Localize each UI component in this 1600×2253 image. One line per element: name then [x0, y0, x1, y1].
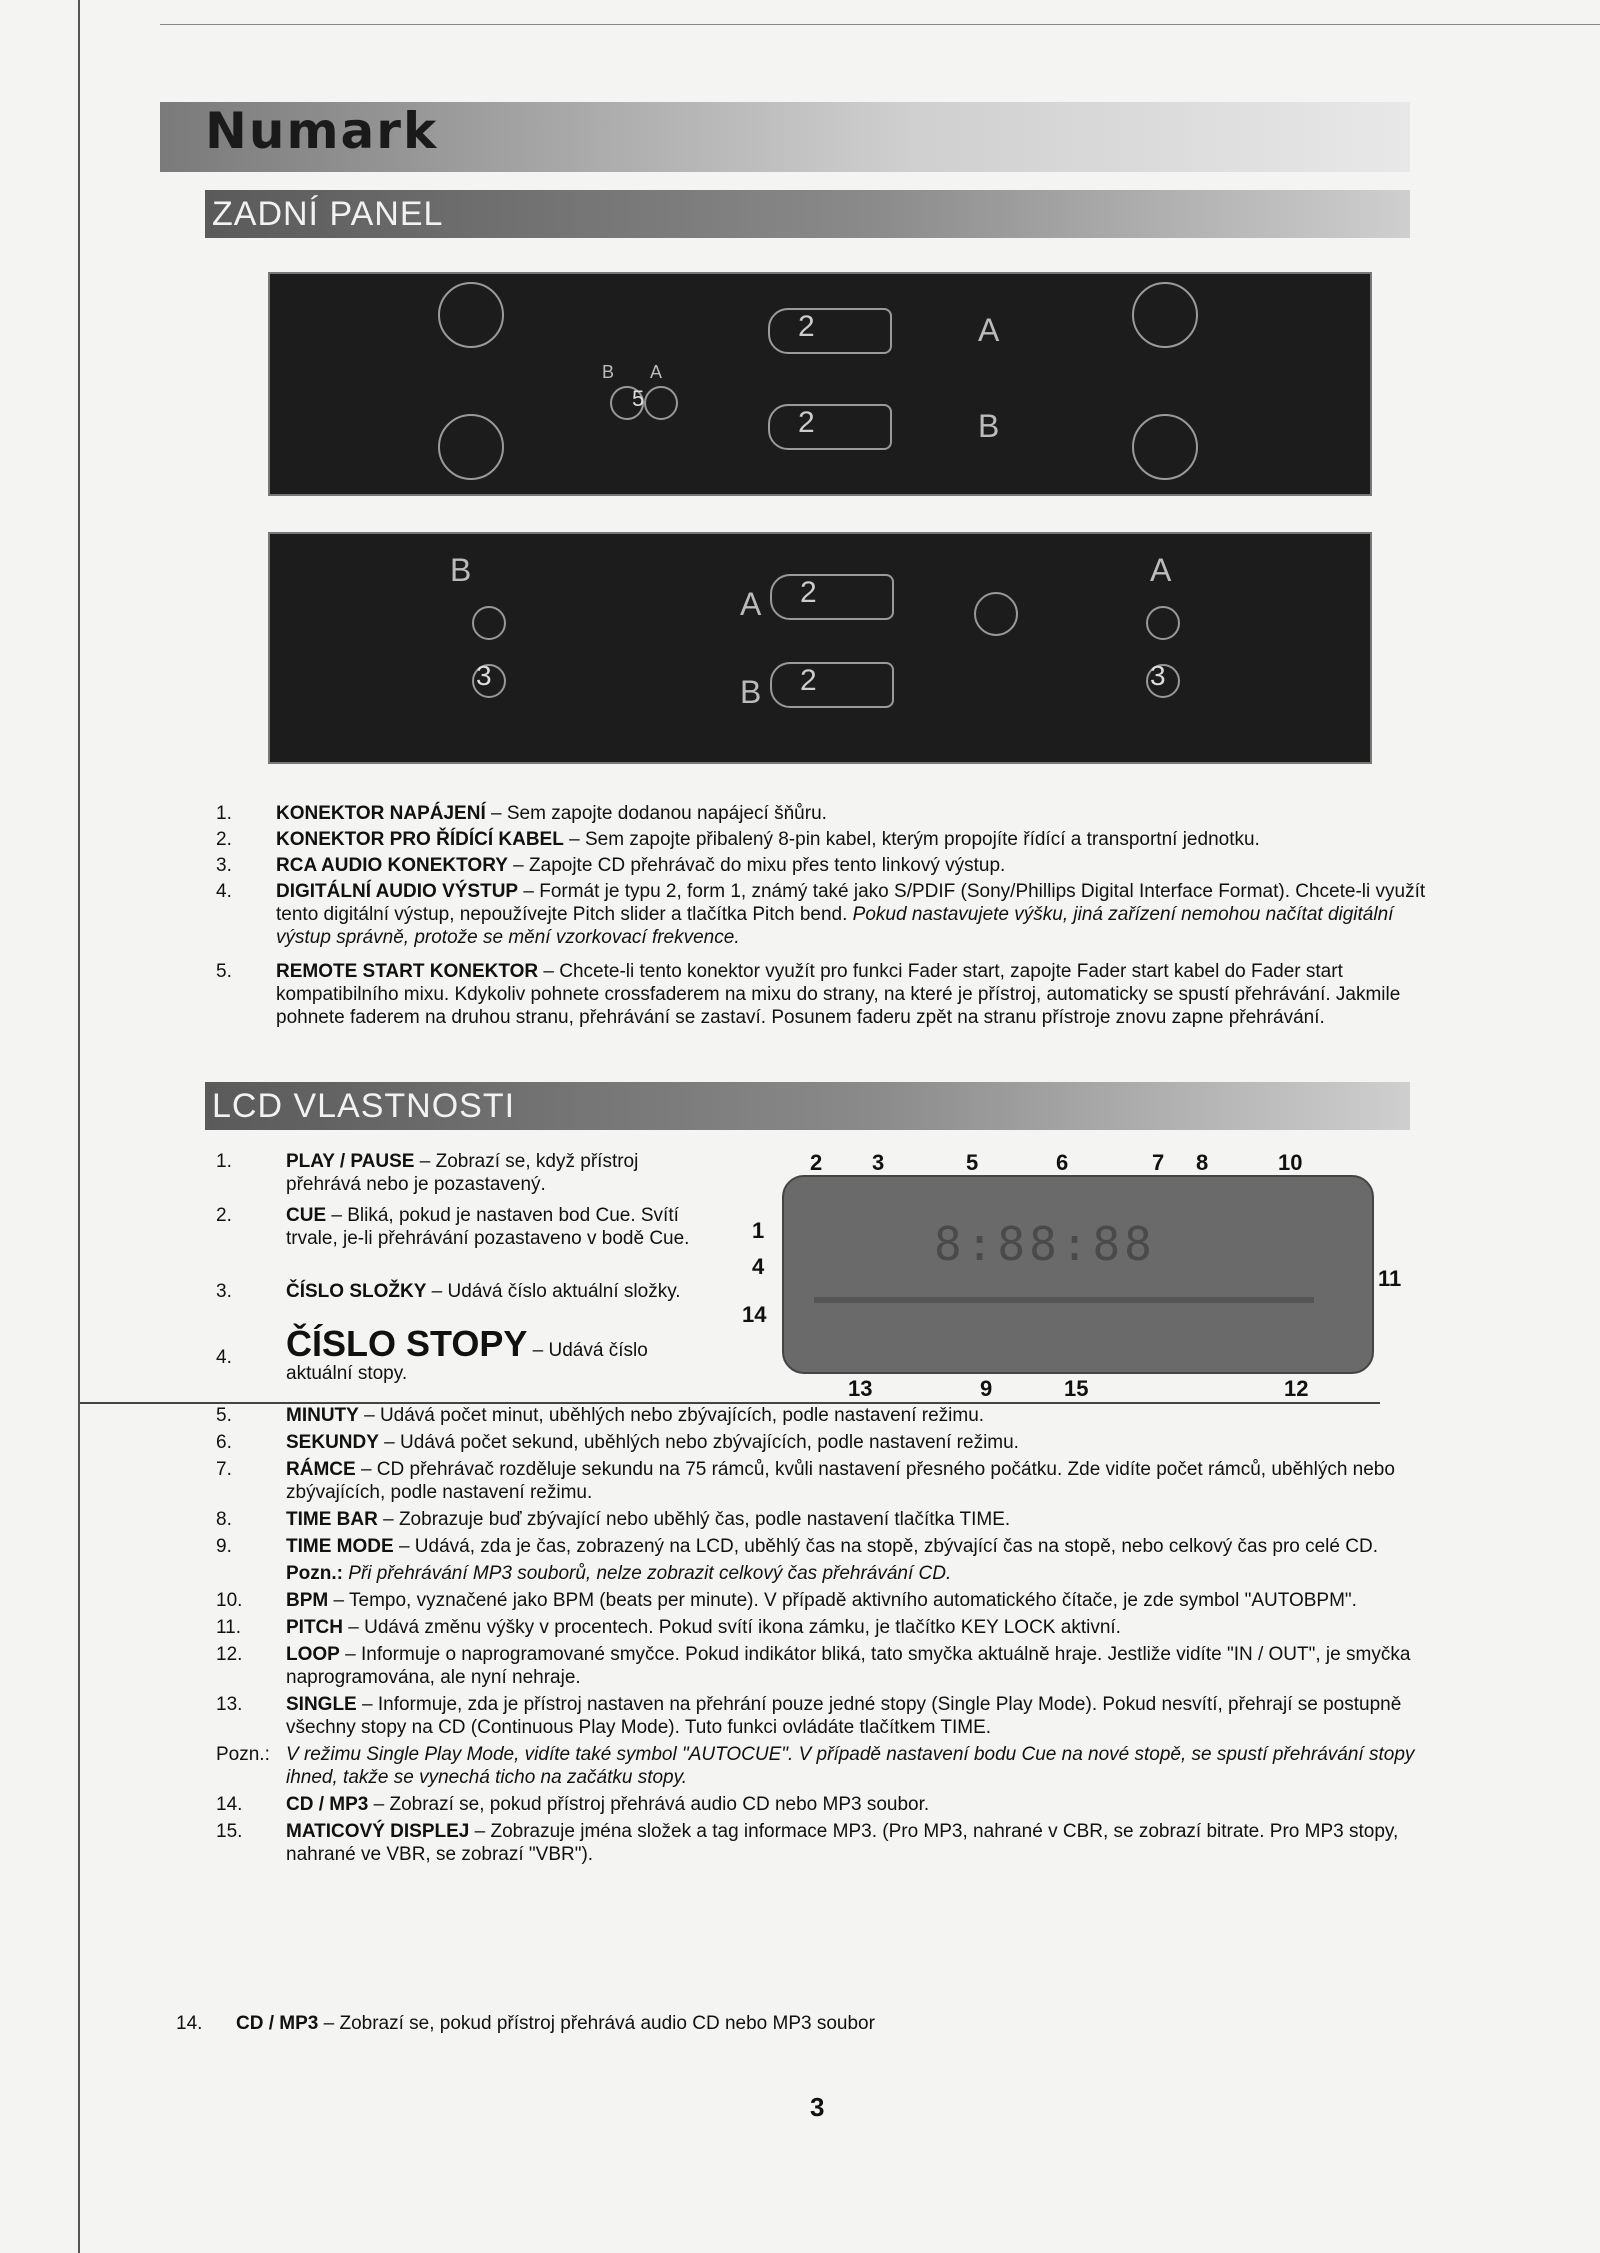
lcd-list-item-text: LOOP – Informuje o naprogramované smyčce. Pokud indikátor bliká, tato smyčka aktuálně hraje. Jestliže vidíte "IN / OUT", je smyčka naprogramována, ale nyní nehraje. — [286, 1644, 1411, 1688]
lcd-list-item — [216, 1693, 1426, 1739]
rear-item-2-number: 2. — [216, 829, 232, 850]
connector-b-label: B — [978, 408, 1000, 444]
lcd-list-item-text: RÁMCE – CD přehrávač rozděluje sekundu na 75 rámců, kvůli nastavení přesného počátku. Zde vidíte počet rámců, uběhlých nebo zbývajících, podle nastavení režimu. — [286, 1459, 1395, 1503]
lcd-list-item-text: SINGLE – Informuje, zda je přístroj nastaven na přehrání pouze jedné stopy (Single Play Mode). Pokud nesvítí, přehrají se postupně všechny stopy na CD (Continuous Play Mode). Tuto funkci ovládáte tlačítkem TIME. — [286, 1694, 1402, 1738]
lcd-item-4: ČÍSLO STOPY – Udává číslo aktuální stopy. — [286, 1323, 648, 1384]
lcd-item-1: PLAY / PAUSE – Zobrazí se, když přístroj přehrává nebo je pozastavený. — [286, 1151, 639, 1195]
lcd-list-item — [216, 1616, 1426, 1639]
lcd-list-item — [216, 1820, 1426, 1866]
rear-item-1-number: 1. — [216, 803, 232, 824]
rear-panel-title: ZADNÍ PANEL — [212, 195, 444, 233]
lcd-list-item-text: BPM – Tempo, vyznačené jako BPM (beats per minute). V případě aktivního automatického čítače, je zde symbol "AUTOBPM". — [286, 1590, 1357, 1611]
lcd-list-item-text: MATICOVÝ DISPLEJ – Zobrazuje jména složek a tag informace MP3. (Pro MP3, nahrané v CBR, se zobrazí bitrate. Pro MP3 stopy, nahrané ve VBR, se zobrazí "VBR"). — [286, 1821, 1399, 1865]
lcd-list-item-number: 8. — [216, 1509, 232, 1530]
footer-item: CD / MP3 – Zobrazí se, pokud přístroj přehrává audio CD nebo MP3 soubor — [236, 2013, 875, 2034]
callout-11: 11 — [1378, 1266, 1402, 1291]
lcd-display — [782, 1175, 1374, 1374]
connector-b-label: B — [740, 674, 762, 710]
lcd-item-4-number: 4. — [216, 1347, 232, 1368]
lcd-list-item-text: V režimu Single Play Mode, vidíte také symbol "AUTOCUE". V případě nastavení bodu Cue na nové stopě, se spustí přehrávání stopy ihned, takže se vynechá ticho na začátku stopy. — [286, 1744, 1415, 1788]
output-a-label: A — [1150, 552, 1172, 588]
page-number: 3 — [810, 2092, 825, 2122]
rear-item-3-number: 3. — [216, 855, 232, 876]
lcd-items-list — [216, 1404, 1426, 1870]
connector-a-label: A — [740, 586, 762, 622]
lcd-list-item — [216, 1743, 1426, 1789]
digital-output-jack — [974, 592, 1018, 636]
lcd-list-item-text: TIME BAR – Zobrazuje buď zbývající nebo uběhlý čas, podle nastavení tlačítka TIME. — [286, 1509, 1011, 1530]
lcd-list-item — [216, 1404, 1426, 1427]
rear-item-3: RCA AUDIO KONEKTORY – Zapojte CD přehrávač do mixu přes tento linkový výstup. — [276, 855, 1006, 876]
lcd-list-item-text: PITCH – Udává změnu výšky v procentech. Pokud svítí ikona zámku, je tlačítko KEY LOCK aktivní. — [286, 1617, 1121, 1638]
callout-8: 8 — [1196, 1150, 1209, 1175]
lcd-list-item-number: Pozn.: — [216, 1744, 270, 1765]
lcd-list-item-number: 14. — [216, 1794, 243, 1815]
lcd-title: LCD VLASTNOSTI — [212, 1087, 516, 1125]
lcd-list-item-text: Pozn.: Při přehrávání MP3 souborů, nelze zobrazit celkový čas přehrávání CD. — [286, 1563, 952, 1584]
lcd-time-digits: 8:88:88 — [934, 1217, 1156, 1271]
knob-bottom-right — [1132, 414, 1198, 480]
knob-top-right — [1132, 282, 1198, 348]
lcd-item-2: CUE – Bliká, pokud je nastaven bod Cue. Svítí trvale, je-li přehrávání pozastaveno v bodě Cue. — [286, 1205, 690, 1249]
lcd-list-item — [216, 1535, 1426, 1558]
rear-item-5: REMOTE START KONEKTOR – Chcete-li tento konektor využít pro funkci Fader start, zapojte Fader start kabel do Fader start kompatibilního mixu. Kdykoliv pohnete crossfaderem na mixu do strany, na které je přístroj, automaticky se spustí přehrávání. Jakmile pohnete faderem na druhou stranu, přehrávání se zastaví. Posunem faderu zpět na stranu přístroje znovu zapne přehrávání. — [276, 961, 1401, 1028]
rear-panel-top — [268, 272, 1372, 496]
lcd-list-item-number: 13. — [216, 1694, 243, 1715]
knob-bottom-left — [438, 414, 504, 480]
lcd-list-item-number: 12. — [216, 1644, 243, 1665]
lcd-list-item-text: MINUTY – Udává počet minut, uběhlých nebo zbývajících, podle nastavení režimu. — [286, 1405, 985, 1426]
callout-9: 9 — [980, 1376, 993, 1401]
rca-number-left: 3 — [476, 660, 492, 691]
connector-number: 2 — [798, 406, 815, 439]
brand-logo: Numark — [205, 102, 439, 160]
rca-number-right: 3 — [1150, 660, 1166, 691]
lcd-list-item-number: 9. — [216, 1536, 232, 1557]
callout-3: 3 — [872, 1150, 885, 1175]
callout-15: 15 — [1064, 1376, 1089, 1401]
callout-14: 14 — [742, 1302, 767, 1327]
rca-a-jack-top — [1146, 606, 1180, 640]
lcd-list-item-number: 5. — [216, 1405, 232, 1426]
lcd-item-2-number: 2. — [216, 1205, 232, 1226]
lcd-list-item-number: 7. — [216, 1459, 232, 1480]
rear-panel-bottom — [268, 532, 1372, 764]
control-connector-a — [770, 574, 894, 620]
lcd-list-item — [216, 1508, 1426, 1531]
connector-number: 2 — [798, 310, 815, 343]
knob-top-left — [438, 282, 504, 348]
callout-12: 12 — [1284, 1376, 1309, 1401]
rear-item-4-number: 4. — [216, 881, 232, 902]
callout-6: 6 — [1056, 1150, 1069, 1175]
connector-number: 2 — [800, 664, 817, 697]
control-connector-a — [768, 308, 892, 354]
lcd-time-bar — [814, 1297, 1314, 1303]
lcd-list-item — [216, 1793, 1426, 1816]
callout-7: 7 — [1152, 1150, 1165, 1175]
lcd-list-item — [216, 1589, 1426, 1612]
lcd-list-item-number: 11. — [216, 1617, 242, 1638]
left-margin-line — [78, 0, 80, 2253]
top-rule — [160, 24, 1600, 25]
rear-item-1: KONEKTOR NAPÁJENÍ – Sem zapojte dodanou napájecí šňůru. — [276, 803, 827, 824]
rear-item-2: KONEKTOR PRO ŘÍDÍCÍ KABEL – Sem zapojte přibalený 8-pin kabel, kterým propojíte řídící a transportní jednotku. — [276, 829, 1260, 850]
rca-b-jack-top — [472, 606, 506, 640]
lcd-item-3-number: 3. — [216, 1281, 232, 1302]
callout-1: 1 — [752, 1218, 765, 1243]
lcd-item-3: ČÍSLO SLOŽKY – Udává číslo aktuální složky. — [286, 1281, 681, 1302]
remote-start-jack-a — [644, 386, 678, 420]
control-connector-b — [768, 404, 892, 450]
remote-number: 5 — [632, 386, 645, 411]
lcd-list-item-number: 6. — [216, 1432, 232, 1453]
rear-item-4: DIGITÁLNÍ AUDIO VÝSTUP – Formát je typu 2, form 1, známý také jako S/PDIF (Sony/Phillips Digital Interface Format). Chcete-li využít tento digitální výstup, nepoužívejte Pitch slider a tlačítka Pitch bend. Pokud nastavujete výšku, jiná zařízení nemohou načítat digitální výstup správně, protože se mění vzorkovací frekvence. — [276, 881, 1426, 948]
callout-2: 2 — [810, 1150, 823, 1175]
lcd-list-item-number — [216, 1562, 286, 1585]
callout-10: 10 — [1278, 1150, 1303, 1175]
lcd-list-item-text: TIME MODE – Udává, zda je čas, zobrazený na LCD, uběhlý čas na stopě, zbývající čas na stopě, nebo celkový čas pro celé CD. — [286, 1536, 1378, 1557]
callout-4: 4 — [752, 1254, 765, 1279]
control-connector-b — [770, 662, 894, 708]
lcd-list-item — [216, 1643, 1426, 1689]
lcd-list-item — [216, 1431, 1426, 1454]
lcd-list-item-text: CD / MP3 – Zobrazí se, pokud přístroj přehrává audio CD nebo MP3 soubor. — [286, 1794, 930, 1815]
lcd-list-item-number: 15. — [216, 1821, 243, 1842]
lcd-item-1-number: 1. — [216, 1151, 232, 1172]
footer-item-number: 14. — [176, 2013, 203, 2034]
connector-a-label: A — [978, 312, 1000, 348]
remote-a-label: A — [650, 362, 663, 382]
lcd-list-item-number: 10. — [216, 1590, 243, 1611]
lcd-list-item — [216, 1458, 1426, 1504]
connector-number: 2 — [800, 576, 817, 609]
lcd-list-item-text: SEKUNDY – Udává počet sekund, uběhlých nebo zbývajících, podle nastavení režimu. — [286, 1432, 1019, 1453]
lcd-list-item — [216, 1562, 1426, 1585]
output-b-label: B — [450, 552, 472, 588]
rear-item-5-number: 5. — [216, 961, 232, 982]
callout-5: 5 — [966, 1150, 979, 1175]
remote-b-label: B — [602, 362, 615, 382]
callout-13: 13 — [848, 1376, 873, 1401]
